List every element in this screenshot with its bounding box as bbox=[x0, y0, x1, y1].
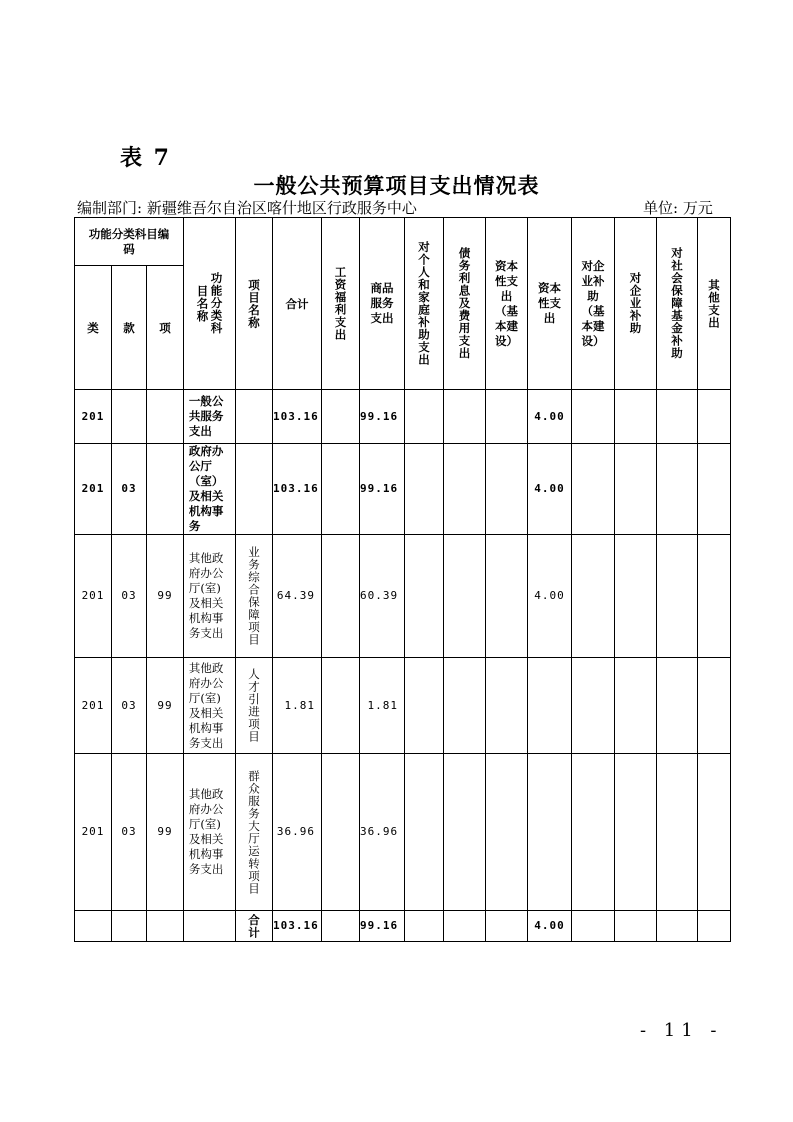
cell-total: 103.16 bbox=[273, 444, 322, 535]
cell-capital-build bbox=[486, 911, 528, 942]
cell-debt bbox=[444, 754, 486, 911]
header-enterprise-build: 对企业补助（基本建设） bbox=[572, 218, 615, 390]
cell-enterprise bbox=[615, 444, 657, 535]
cell-capital bbox=[528, 754, 572, 911]
cell-kuan bbox=[112, 390, 147, 444]
header-capital: 资本性支出 bbox=[528, 218, 572, 390]
cell-kuan: 03 bbox=[112, 535, 147, 658]
cell-wage bbox=[322, 535, 360, 658]
cell-other bbox=[698, 390, 731, 444]
cell-capital: 4.00 bbox=[528, 444, 572, 535]
cell-total: 36.96 bbox=[273, 754, 322, 911]
cell-total: 1.81 bbox=[273, 658, 322, 754]
cell-func-name bbox=[184, 911, 236, 942]
cell-enterprise-build bbox=[572, 390, 615, 444]
table-number-label: 表 7 bbox=[120, 145, 171, 171]
cell-personal bbox=[405, 390, 444, 444]
cell-personal bbox=[405, 754, 444, 911]
header-other: 其他支出 bbox=[698, 218, 731, 390]
cell-kuan bbox=[112, 911, 147, 942]
cell-project bbox=[236, 444, 273, 535]
cell-goods: 99.16 bbox=[360, 911, 405, 942]
cell-other bbox=[698, 911, 731, 942]
cell-lei: 201 bbox=[75, 390, 112, 444]
total-label: 合计 bbox=[236, 911, 273, 942]
cell-capital: 4.00 bbox=[528, 390, 572, 444]
cell-total: 103.16 bbox=[273, 911, 322, 942]
cell-total: 103.16 bbox=[273, 390, 322, 444]
table-row bbox=[75, 390, 731, 444]
table-row bbox=[75, 658, 731, 754]
header-row-1 bbox=[75, 218, 731, 266]
cell-goods: 99.16 bbox=[360, 444, 405, 535]
cell-enterprise-build bbox=[572, 444, 615, 535]
cell-enterprise bbox=[615, 390, 657, 444]
cell-debt bbox=[444, 658, 486, 754]
cell-other bbox=[698, 535, 731, 658]
cell-project bbox=[236, 390, 273, 444]
cell-xiang bbox=[147, 390, 184, 444]
cell-func-name: 一般公共服务支出 bbox=[184, 390, 236, 444]
cell-enterprise bbox=[615, 911, 657, 942]
cell-func-name: 其他政府办公厅(室)及相关机构事务支出 bbox=[184, 535, 236, 658]
cell-social bbox=[657, 444, 698, 535]
cell-goods: 36.96 bbox=[360, 754, 405, 911]
cell-social bbox=[657, 390, 698, 444]
cell-capital: 4.00 bbox=[528, 911, 572, 942]
header-xiang: 项 bbox=[147, 266, 184, 390]
header-func-code: 功能分类科目编码 bbox=[75, 218, 184, 266]
header-capital-build: 资本性支出（基本建设） bbox=[486, 218, 528, 390]
cell-enterprise-build bbox=[572, 535, 615, 658]
cell-xiang: 99 bbox=[147, 754, 184, 911]
cell-project: 群众服务大厅运转项目 bbox=[236, 754, 273, 911]
cell-xiang bbox=[147, 911, 184, 942]
cell-enterprise-build bbox=[572, 911, 615, 942]
cell-capital-build bbox=[486, 754, 528, 911]
cell-wage bbox=[322, 390, 360, 444]
cell-enterprise bbox=[615, 535, 657, 658]
unit-label: 单位: 万元 bbox=[643, 199, 713, 217]
header-wage: 工资福利支出 bbox=[322, 218, 360, 390]
cell-func-name: 政府办公厅（室）及相关机构事务 bbox=[184, 444, 236, 535]
header-kuan: 款 bbox=[112, 266, 147, 390]
cell-func-name: 其他政府办公厅(室)及相关机构事务支出 bbox=[184, 658, 236, 754]
cell-social bbox=[657, 535, 698, 658]
total-row bbox=[75, 911, 731, 942]
cell-project: 人才引进项目 bbox=[236, 658, 273, 754]
cell-goods: 1.81 bbox=[360, 658, 405, 754]
cell-func-name: 其他政府办公厅(室)及相关机构事务支出 bbox=[184, 754, 236, 911]
cell-capital-build bbox=[486, 390, 528, 444]
table-row bbox=[75, 444, 731, 535]
cell-other bbox=[698, 754, 731, 911]
cell-personal bbox=[405, 658, 444, 754]
header-enterprise: 对企业补助 bbox=[615, 218, 657, 390]
cell-goods: 60.39 bbox=[360, 535, 405, 658]
cell-enterprise-build bbox=[572, 754, 615, 911]
header-social-security: 对社会保障基金补助 bbox=[657, 218, 698, 390]
cell-capital bbox=[528, 658, 572, 754]
cell-enterprise bbox=[615, 754, 657, 911]
cell-debt bbox=[444, 535, 486, 658]
cell-total: 64.39 bbox=[273, 535, 322, 658]
cell-personal bbox=[405, 535, 444, 658]
cell-xiang: 99 bbox=[147, 535, 184, 658]
cell-other bbox=[698, 658, 731, 754]
header-project-name: 项目名称 bbox=[236, 218, 273, 390]
cell-social bbox=[657, 658, 698, 754]
cell-personal bbox=[405, 444, 444, 535]
cell-debt bbox=[444, 911, 486, 942]
cell-xiang: 99 bbox=[147, 658, 184, 754]
header-func-name: 功能分类科目名称 bbox=[184, 218, 236, 390]
cell-other bbox=[698, 444, 731, 535]
expenditure-table bbox=[74, 217, 731, 942]
cell-wage bbox=[322, 911, 360, 942]
cell-kuan: 03 bbox=[112, 444, 147, 535]
cell-capital-build bbox=[486, 444, 528, 535]
cell-capital-build bbox=[486, 658, 528, 754]
cell-wage bbox=[322, 658, 360, 754]
cell-capital: 4.00 bbox=[528, 535, 572, 658]
header-lei: 类 bbox=[75, 266, 112, 390]
cell-wage bbox=[322, 754, 360, 911]
cell-wage bbox=[322, 444, 360, 535]
cell-lei: 201 bbox=[75, 535, 112, 658]
header-total: 合计 bbox=[273, 218, 322, 390]
department-label: 编制部门: 新疆维吾尔自治区喀什地区行政服务中心 bbox=[77, 199, 417, 217]
cell-debt bbox=[444, 390, 486, 444]
cell-xiang bbox=[147, 444, 184, 535]
cell-lei: 201 bbox=[75, 658, 112, 754]
cell-lei: 201 bbox=[75, 754, 112, 911]
table-row bbox=[75, 535, 731, 658]
cell-debt bbox=[444, 444, 486, 535]
page-title: 一般公共预算项目支出情况表 bbox=[253, 173, 540, 198]
page-number: - 11 - bbox=[640, 1020, 723, 1041]
cell-enterprise-build bbox=[572, 658, 615, 754]
cell-project: 业务综合保障项目 bbox=[236, 535, 273, 658]
cell-lei: 201 bbox=[75, 444, 112, 535]
header-debt: 债务利息及费用支出 bbox=[444, 218, 486, 390]
table-row bbox=[75, 754, 731, 911]
cell-social bbox=[657, 754, 698, 911]
cell-lei bbox=[75, 911, 112, 942]
cell-kuan: 03 bbox=[112, 754, 147, 911]
cell-capital-build bbox=[486, 535, 528, 658]
cell-personal bbox=[405, 911, 444, 942]
cell-goods: 99.16 bbox=[360, 390, 405, 444]
cell-social bbox=[657, 911, 698, 942]
header-goods: 商品服务支出 bbox=[360, 218, 405, 390]
cell-enterprise bbox=[615, 658, 657, 754]
cell-kuan: 03 bbox=[112, 658, 147, 754]
header-personal: 对个人和家庭补助支出 bbox=[405, 218, 444, 390]
